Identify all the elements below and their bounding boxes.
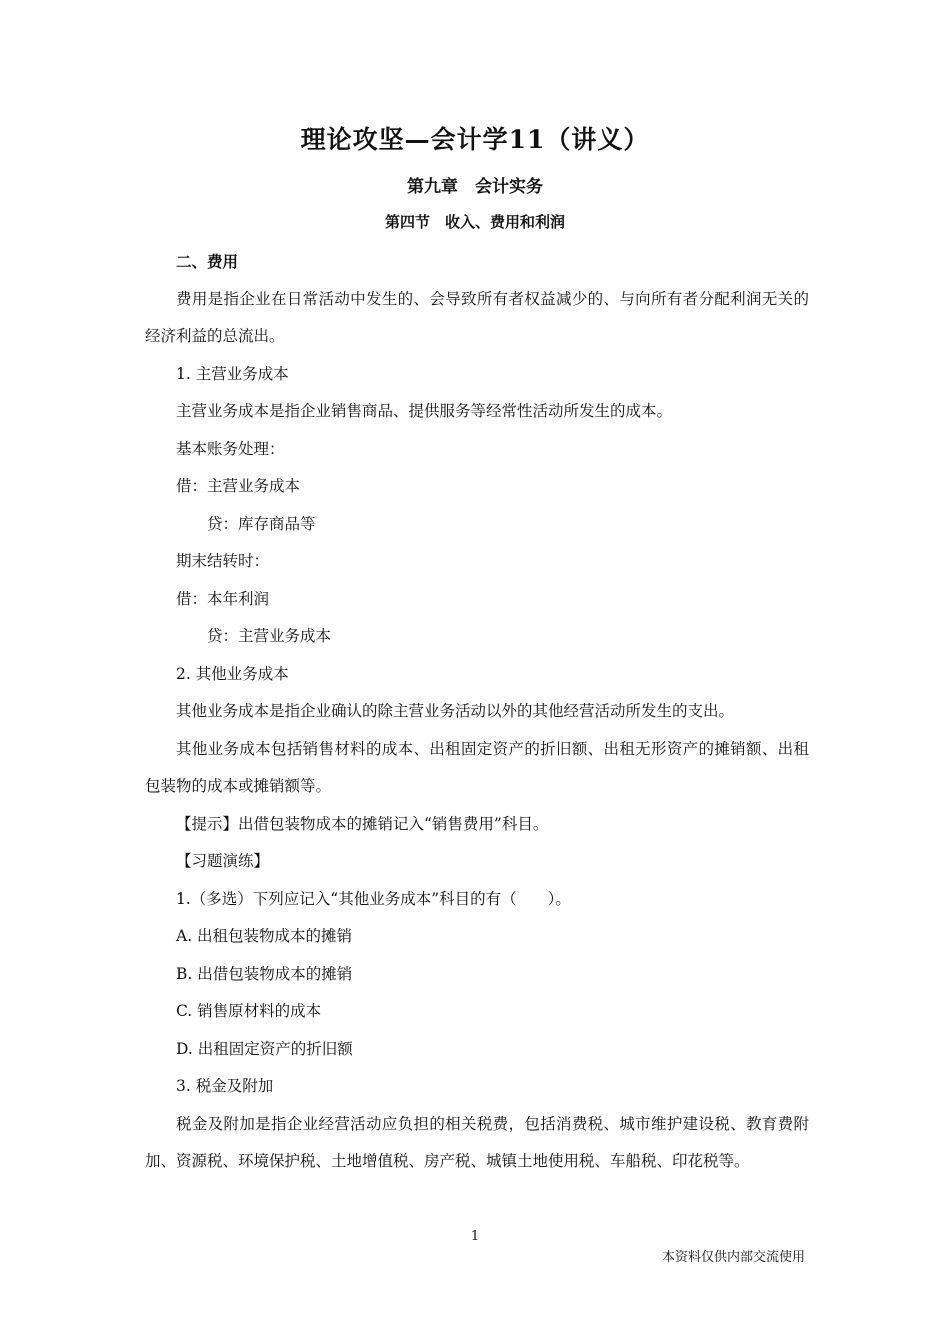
- paragraph: 2. 其他业务成本: [176, 664, 289, 683]
- paragraph: 税金及附加是指企业经营活动应负担的相关税费，包括消费税、城市维护建设税、教育费附加、资源税、环境保护税、土地增值税、房产税、城镇土地使用税、车船税、印花税等。: [145, 1114, 809, 1170]
- footer-note: 本资料仅供内部交流使用: [661, 1250, 805, 1265]
- paragraph: 费用是指企业在日常活动中发生的、会导致所有者权益减少的、与向所有者分配利润无关的经济利益的总流出。: [145, 289, 809, 345]
- paragraph: 期末结转时：: [176, 552, 270, 570]
- paragraph: 其他业务成本是指企业确认的除主营业务活动以外的其他经营活动所发生的支出。: [176, 702, 735, 720]
- paragraph: 其他业务成本包括销售材料的成本、出租固定资产的折旧额、出租无形资产的摊销额、出租包装物的成本或摊销额等。: [145, 739, 809, 795]
- paragraph: D. 出租固定资产的折旧额: [176, 1039, 353, 1058]
- document-title: 理论攻坚—会计学11（讲义）: [300, 125, 650, 154]
- document-body: [145, 243, 809, 1181]
- section-heading: 第四节 收入、费用和利润: [384, 213, 565, 231]
- paragraph: 【提示】出借包装物成本的摊销记入“销售费用”科目。: [176, 814, 549, 833]
- page-number: 1: [470, 1229, 480, 1244]
- paragraph: 二、费用: [176, 252, 239, 271]
- paragraph: 3. 税金及附加: [176, 1077, 274, 1095]
- paragraph: 1. 主营业务成本: [176, 364, 289, 383]
- paragraph: C. 销售原材料的成本: [176, 1002, 322, 1020]
- chapter-heading: 第九章 会计实务: [407, 177, 543, 197]
- paragraph: 借：本年利润: [176, 589, 270, 608]
- paragraph: B. 出借包装物成本的摊销: [176, 964, 353, 983]
- paragraph: 借：主营业务成本: [176, 477, 301, 495]
- paragraph: 贷：库存商品等: [207, 514, 316, 533]
- paragraph: 基本账务处理：: [176, 439, 285, 458]
- paragraph: A. 出租包装物成本的摊销: [176, 927, 353, 945]
- paragraph: 贷：主营业务成本: [207, 627, 332, 645]
- paragraph: 1.（多选）下列应记入“其他业务成本”科目的有（ ）。: [176, 889, 571, 908]
- paragraph: 【习题演练】: [176, 852, 270, 870]
- paragraph: 主营业务成本是指企业销售商品、提供服务等经常性活动所发生的成本。: [176, 402, 673, 420]
